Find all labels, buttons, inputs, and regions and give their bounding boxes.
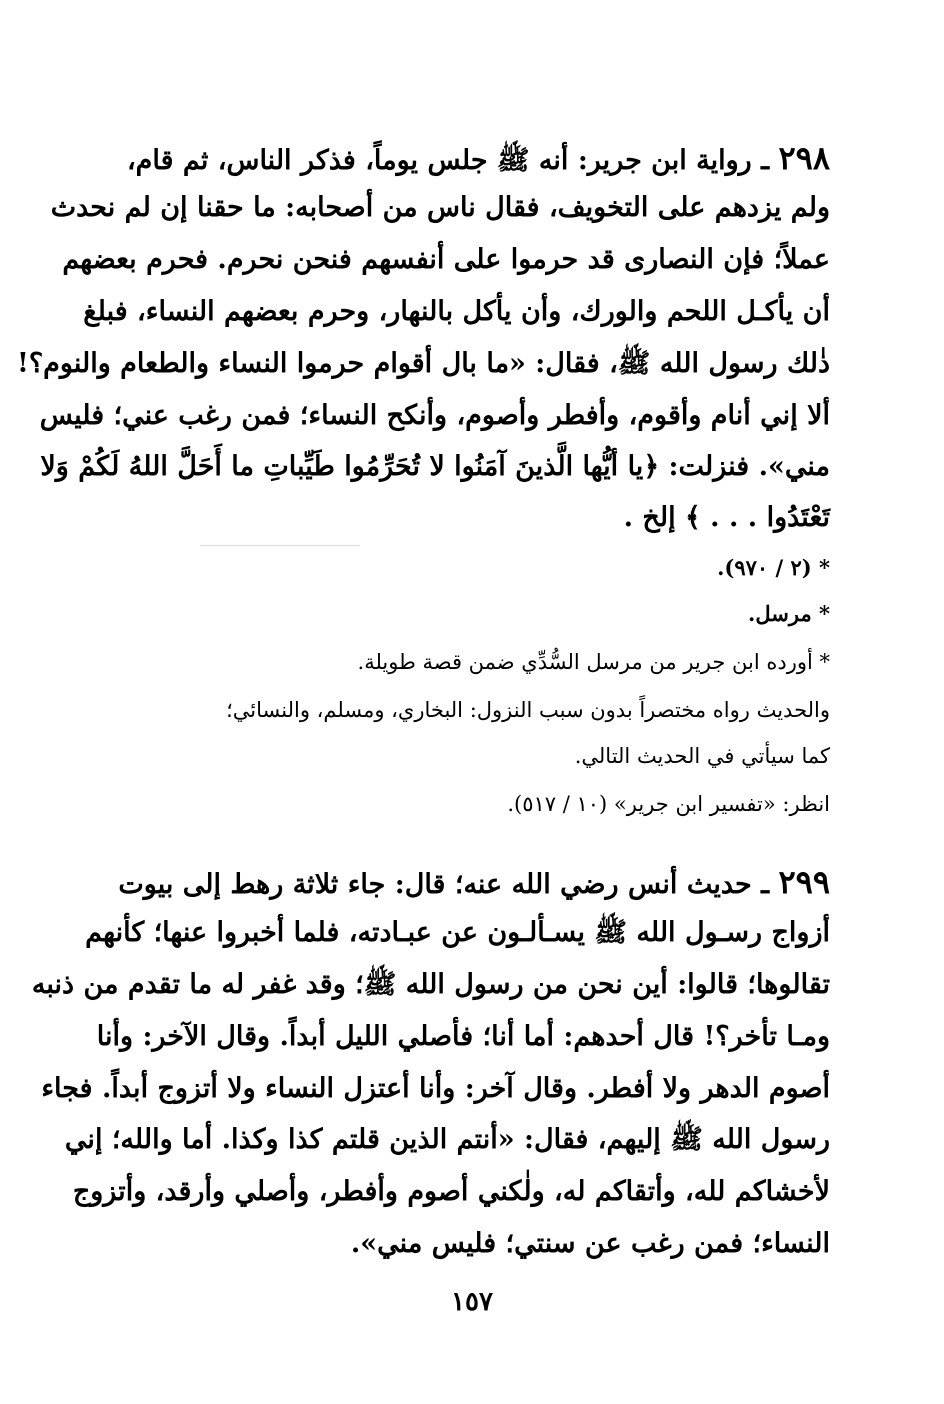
hadith-298-line-1-text: ـ رواية ابن جرير: أنه ﷺ جلس يوماً، فذكر الناس، ثم قام، — [126, 145, 770, 176]
hadith-298-line-6: ألا إني أنام وأقوم، وأفطر وأصوم، وأنكح النساء؛ فمن رغب عني؛ فليس — [39, 400, 830, 431]
note-298-reference: * (٢ / ٩٧٠). — [717, 555, 830, 580]
note-298-see-also: انظر: «تفسير ابن جرير» (١٠ / ٥١٧). — [507, 792, 830, 816]
hadith-299-line-2: أزواج رسـول الله ﷺ يسـألـون عن عبـادته، فلما أخبروا عنها؛ كأنهم — [85, 917, 830, 948]
hadith-299-line-4: ومـا تأخر؟! قال أحدهم: أما أنا؛ فأصلي الليل أبداً. وقال الآخر: وأنا — [96, 1021, 830, 1052]
hadith-298-line-8: تَعْتَدُوا . . . ﴾ إلخ . — [623, 502, 830, 533]
faint-divider — [200, 545, 360, 546]
hadith-298-number: ٢٩٨ — [778, 139, 830, 177]
note-298-narration-cont: كما سيأتي في الحديث التالي. — [574, 744, 830, 768]
note-298-grade: * مرسل. — [748, 601, 830, 626]
hadith-299-line-1 — [118, 862, 830, 910]
hadith-299-line-5: أصوم الدهر ولا أفطر. وقال آخر: وأنا أعتزل النساء ولا أتزوج أبداً. فجاء — [41, 1073, 830, 1104]
hadith-299-line-7: لأخشاكم لله، وأتقاكم له، ولٰكني أصوم وأفطر، وأصلي وأرقد، وأتزوج — [72, 1176, 830, 1207]
hadith-298-line-7: مني». فنزلت: ﴿يا أيُّها الَّذينَ آمَنُوا لا تُحَرِّمُوا طَيِّباتِ ما أَحَلَّ اللهُ لَكُمْ وَلا — [40, 451, 830, 482]
hadith-298-line-4: أن يأكـل اللحم والورك، وأن يأكل بالنهار، وحرم بعضهم النساء، فبلغ — [83, 296, 830, 327]
page-number: ١٥٧ — [451, 1287, 493, 1317]
hadith-298-line-2: ولم يزدهم على التخويف، فقال ناس من أصحابه: ما حقنا إن لم نحدث — [50, 192, 830, 223]
hadith-299-line-8: النساء؛ فمن رغب عن سنتي؛ فليس مني». — [350, 1228, 830, 1259]
hadith-299-number: ٢٩٩ — [778, 863, 830, 901]
note-298-source: * أورده ابن جرير من مرسل السُّدِّي ضمن قصة طويلة. — [357, 650, 830, 674]
hadith-299-line-1-text: ـ حديث أنس رضي الله عنه؛ قال: جاء ثلاثة رهط إلى بيوت — [118, 869, 770, 900]
hadith-299-line-6: رسول الله ﷺ إليهم، فقال: «أنتم الذين قلتم كذا وكذا. أما والله؛ إني — [64, 1124, 830, 1155]
hadith-299-line-3: تقالوها؛ قالوا: أين نحن من رسول الله ﷺ؛ وقد غفر له ما تقدم من ذنبه — [31, 969, 830, 1000]
hadith-298-line-3: عملاً؛ فإن النصارى قد حرموا على أنفسهم فنحن نحرم. فحرم بعضهم — [62, 244, 830, 275]
note-298-narration: والحديث رواه مختصراً بدون سبب النزول: البخاري، ومسلم، والنسائي؛ — [226, 698, 830, 722]
hadith-298-line-1 — [126, 138, 830, 186]
hadith-298-line-5: ذٰلك رسول الله ﷺ، فقال: «ما بال أقوام حرموا النساء والطعام والنوم؟! — [16, 348, 830, 379]
